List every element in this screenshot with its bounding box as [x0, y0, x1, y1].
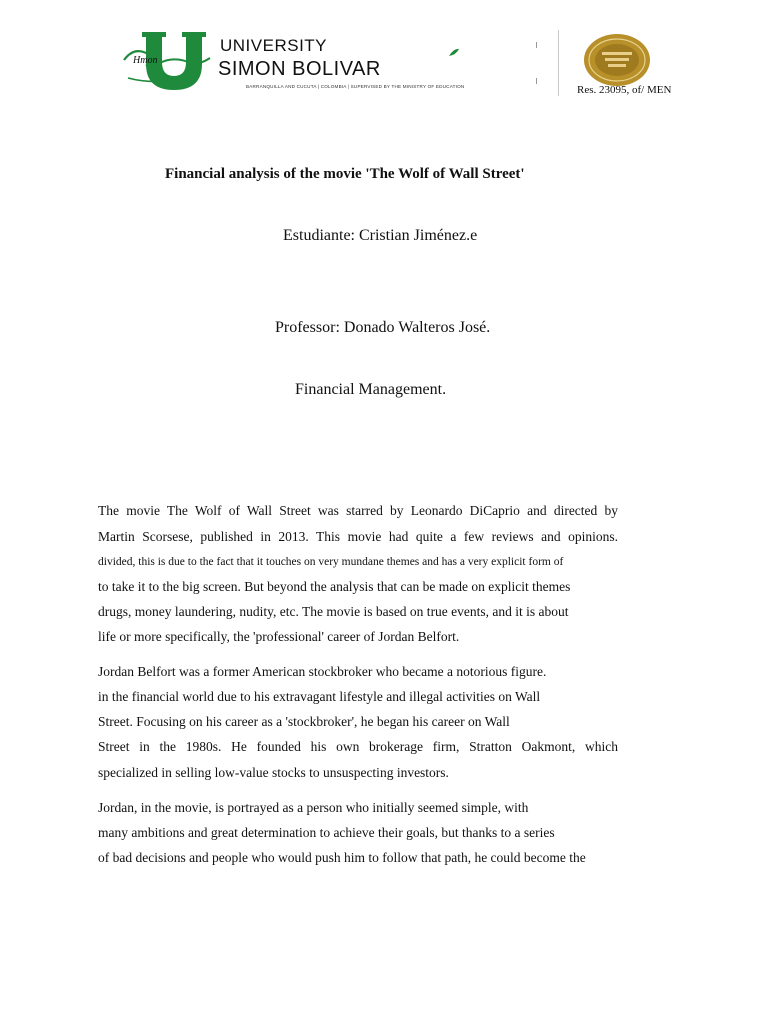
paragraph-line: Jordan Belfort was a former American stockbroker who became a notorious figure. — [98, 664, 547, 679]
header-divider — [558, 30, 559, 96]
paragraph-line: Street in the 1980s. He founded his own brokerage firm, Stratton Oakmont, which — [98, 739, 618, 754]
document-header — [0, 0, 768, 110]
paragraph-line: specialized in selling low-value stocks to unsuspecting investors. — [98, 765, 449, 780]
leaf-ornament-icon — [448, 48, 460, 58]
paragraph-line: divided, this is due to the fact that it touches on very mundane themes and has a very explicit form of — [98, 556, 564, 568]
quality-seal-icon — [580, 32, 654, 88]
course-name: Financial Management. — [295, 381, 447, 398]
brand-line-university: UNIVERSITY — [220, 36, 328, 55]
logo-script-text: Hmon — [133, 55, 158, 66]
paragraph-line: Street. Focusing on his career as a 'stockbroker', he began his career on Wall — [98, 714, 510, 729]
brand-line-name: SIMON BOLIVAR — [218, 58, 381, 80]
seal-resolution-text: Res. 23095, of/ MEN — [577, 84, 672, 96]
paragraph-line: Martin Scorsese, published in 2013. This movie had quite a few reviews and opinions. — [98, 529, 618, 544]
paragraph-line: of bad decisions and people who would push him to follow that path, he could become the — [98, 850, 586, 865]
document-title: Financial analysis of the movie 'The Wolf of Wall Street' — [165, 166, 525, 182]
paragraph-line: many ambitions and great determination to achieve their goals, but thanks to a series — [98, 825, 555, 840]
student-name: Estudiante: Cristian Jiménez.e — [283, 227, 478, 244]
paragraph-line: to take it to the big screen. But beyond the analysis that can be made on explicit themes — [98, 579, 571, 594]
paragraph-line: life or more specifically, the 'professional' career of Jordan Belfort. — [98, 629, 460, 644]
paragraph-line: The movie The Wolf of Wall Street was starred by Leonardo DiCaprio and directed by — [98, 503, 618, 518]
professor-name: Professor: Donado Walteros José. — [275, 319, 491, 336]
divider-tick — [536, 78, 537, 84]
brand-subline: BARRANQUILLA AND CUCUTA | COLOMBIA | SUPERVISED BY THE MINISTRY OF EDUCATION — [246, 84, 465, 89]
paragraph-line: in the financial world due to his extravagant lifestyle and illegal activities on Wall — [98, 689, 541, 704]
divider-tick — [536, 42, 537, 48]
paragraph-line: drugs, money laundering, nudity, etc. The movie is based on true events, and it is about — [98, 604, 569, 619]
paragraph-line: Jordan, in the movie, is portrayed as a person who initially seemed simple, with — [98, 800, 529, 815]
